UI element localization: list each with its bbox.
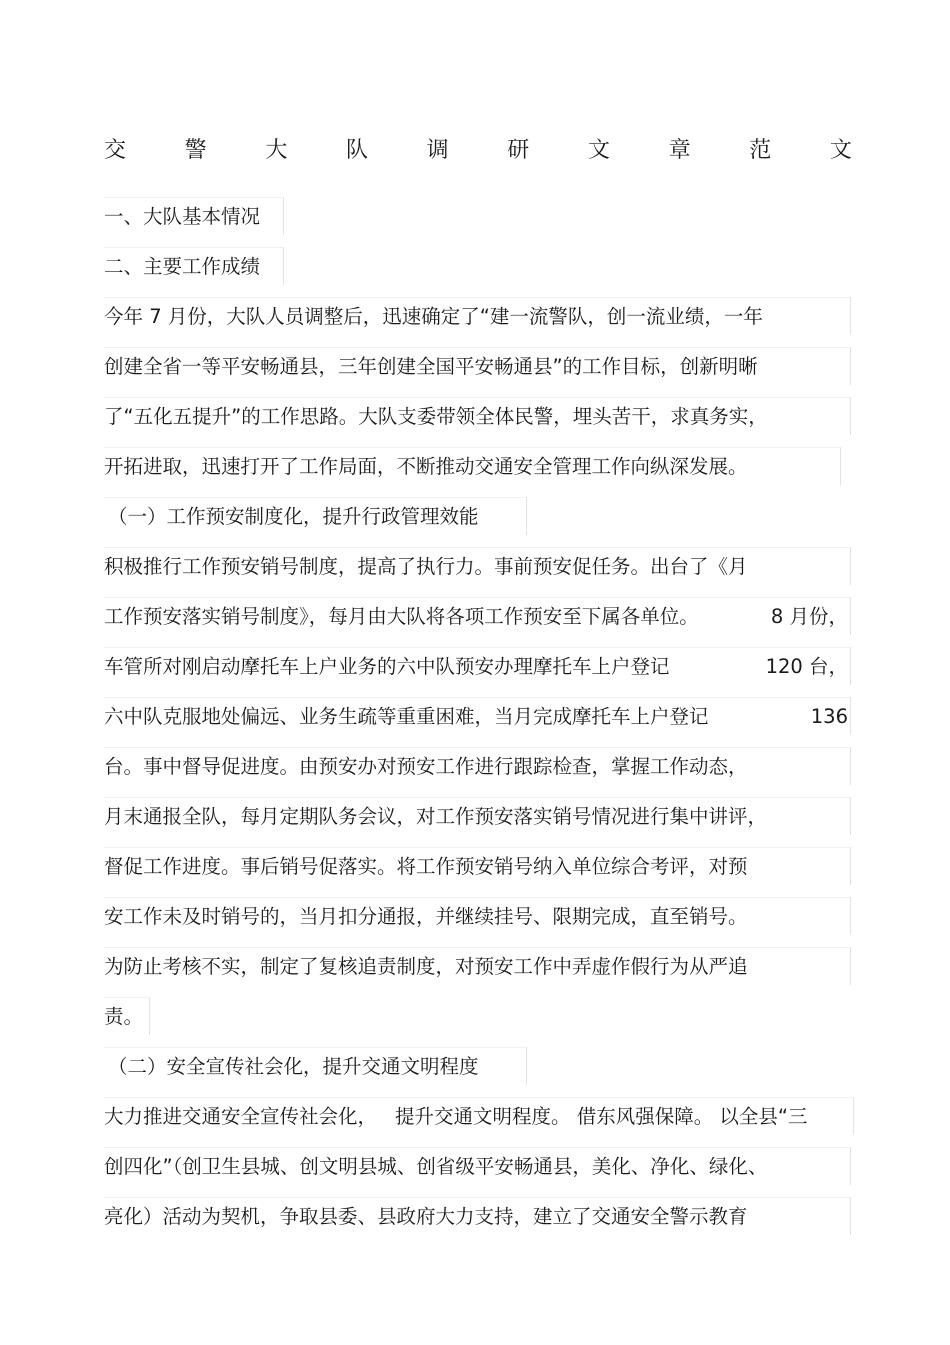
paragraph-line: [104, 647, 851, 685]
line-text: 借东风强保障。 以全县“三: [576, 1105, 808, 1128]
title-char: 调: [426, 137, 449, 163]
section-heading: 一、大队基本情况: [104, 197, 284, 235]
document-title: [104, 128, 852, 168]
line-text: 136: [810, 705, 848, 728]
title-char: 章: [668, 137, 691, 163]
subsection-heading: （二）安全宣传社会化，提升交通文明程度: [104, 1047, 527, 1085]
paragraph-line: 积极推行工作预安销号制度，提高了执行力。事前预安促任务。出台了《月: [104, 547, 851, 585]
title-char: 队: [345, 137, 368, 163]
title-char: 警: [184, 137, 207, 163]
paragraph-line: 月末通报全队，每月定期队务会议，对工作预安落实销号情况进行集中讲评，: [104, 797, 851, 835]
section-heading: 二、主要工作成绩: [104, 247, 284, 285]
title-char: 范: [749, 137, 772, 163]
paragraph-line: 安工作未及时销号的，当月扣分通报，并继续挂号、限期完成，直至销号。: [104, 897, 851, 935]
title-char: 交: [104, 137, 127, 163]
title-char: 文: [587, 137, 610, 163]
paragraph-line: [104, 597, 851, 635]
paragraph-line: 了“五化五提升”的工作思路。大队支委带领全体民警，埋头苦干，求真务实，: [104, 397, 851, 435]
paragraph-line: 责。: [104, 997, 150, 1035]
paragraph-line: 亮化）活动为契机，争取县委、县政府大力支持，建立了交通安全警示教育: [104, 1197, 851, 1235]
paragraph-line: 今年 7 月份，大队人员调整后，迅速确定了“建一流警队，创一流业绩，一年: [104, 297, 851, 335]
paragraph-line: 台。事中督导促进度。由预安办对预安工作进行跟踪检查，掌握工作动态，: [104, 747, 851, 785]
line-text: 8 月份，: [770, 605, 848, 628]
line-text: 提升交通文明程度。: [395, 1105, 571, 1128]
paragraph-line: 创建全省一等平安畅通县，三年创建全国平安畅通县”的工作目标，创新明晰: [104, 347, 851, 385]
paragraph-line: 为防止考核不实，制定了复核追责制度，对预安工作中弄虚作假行为从严追: [104, 947, 851, 985]
title-char: 大: [265, 137, 288, 163]
paragraph-line: [104, 697, 851, 735]
line-text: 120 台，: [765, 655, 848, 678]
title-char: 文: [829, 137, 852, 163]
line-text: 大力推进交通安全宣传社会化，: [104, 1105, 378, 1128]
title-char: 研: [507, 137, 530, 163]
paragraph-line: 开拓进取，迅速打开了工作局面，不断推动交通安全管理工作向纵深发展。: [104, 447, 841, 485]
subsection-heading: （一）工作预安制度化，提升行政管理效能: [104, 497, 527, 535]
line-text: 车管所对刚启动摩托车上户业务的六中队预安办理摩托车上户登记: [104, 655, 670, 678]
line-text: 六中队克服地处偏远、业务生疏等重重困难，当月完成摩托车上户登记: [104, 705, 709, 728]
paragraph-line: 创四化”（创卫生县城、创文明县城、创省级平安畅通县，美化、净化、绿化、: [104, 1147, 851, 1185]
paragraph-line: [104, 1097, 854, 1135]
line-text: 工作预安落实销号制度》，每月由大队将各项工作预安至下属各单位。: [104, 605, 699, 628]
paragraph-line: 督促工作进度。事后销号促落实。将工作预安销号纳入单位综合考评，对预: [104, 847, 851, 885]
